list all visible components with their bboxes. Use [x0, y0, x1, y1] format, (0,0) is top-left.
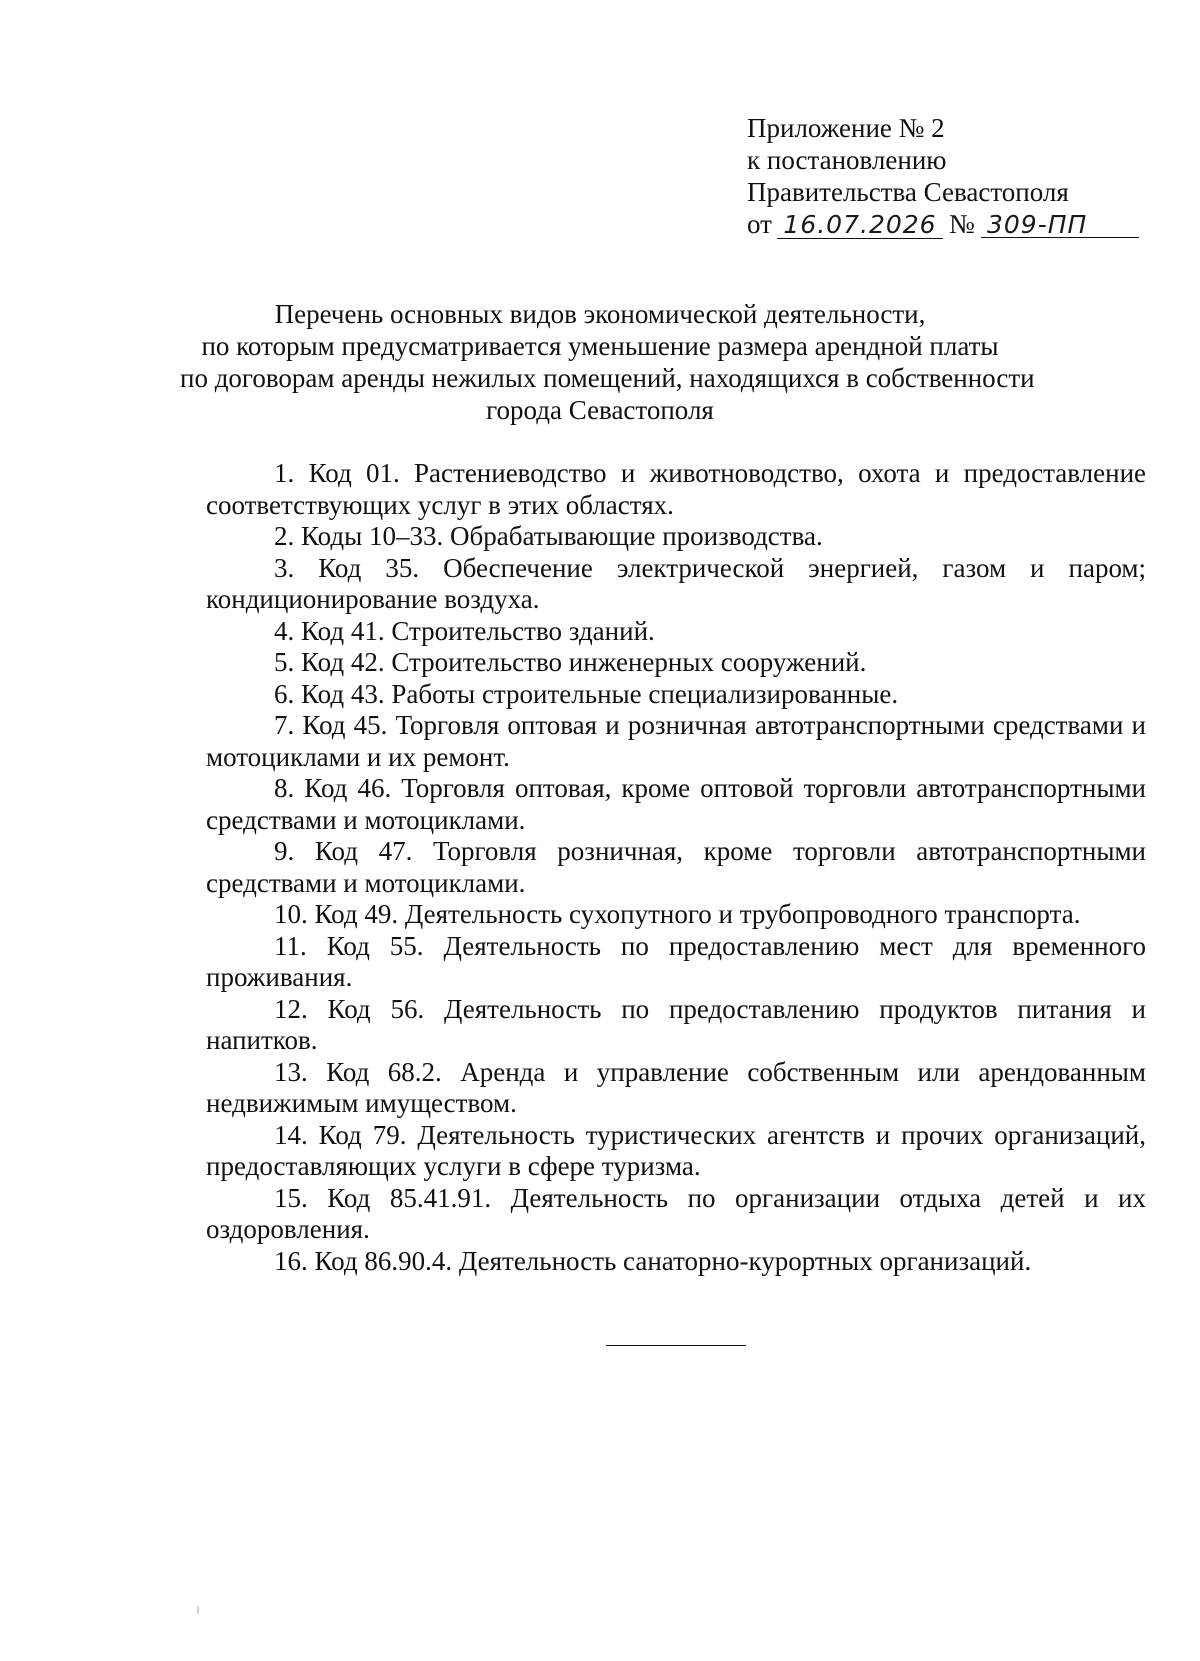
item-number: 15.	[274, 1182, 308, 1213]
document-title	[180, 298, 1035, 426]
item-number: 5.	[274, 647, 295, 677]
handwritten-date: 16.07.2026	[783, 210, 937, 239]
item-text: Код 86.90.4. Деятельность санаторно-курортных организаций.	[314, 1245, 1032, 1276]
title-line-1: Перечень основных видов экономической деятельности,	[274, 299, 926, 329]
list-item	[206, 553, 1146, 616]
list-item	[206, 1183, 1146, 1246]
item-text: Код 42. Строительство инженерных сооружений.	[301, 647, 867, 677]
item-text: Код 47. Торговля розничная, кроме торговли автотранспортными средствами и мотоциклами.	[206, 836, 1146, 898]
list-item	[206, 1246, 1146, 1278]
end-separator-line	[606, 1345, 746, 1346]
item-number: 6.	[274, 678, 295, 709]
item-text: Коды 10–33. Обрабатывающие производства.	[301, 521, 823, 551]
title-line-2: по которым предусматривается уменьшение размера арендной платы	[201, 331, 999, 361]
date-field	[777, 208, 943, 239]
number-field	[981, 208, 1139, 238]
list-item	[206, 710, 1146, 773]
item-text: Код 41. Строительство зданий.	[301, 615, 655, 646]
item-number: 11.	[274, 930, 307, 961]
item-text: Код 01. Растениеводство и животноводство, охота и предоставление соответствующих услуг в этих областях.	[206, 458, 1146, 520]
item-text: Код 45. Торговля оптовая и розничная автотранспортными средствами и мотоциклами и их ремонт.	[206, 710, 1147, 772]
list-item	[206, 647, 1146, 679]
list-item	[206, 994, 1146, 1057]
item-number: 1.	[274, 458, 295, 488]
date-prefix: от	[747, 209, 772, 239]
item-number: 9.	[274, 836, 295, 866]
item-number: 14.	[274, 1119, 308, 1150]
item-number: 4.	[274, 615, 295, 646]
scan-speck	[197, 1606, 199, 1614]
title-line-3: по договорам аренды нежилых помещений, находящихся в собственности	[180, 363, 1035, 393]
annex-line-1: Приложение № 2	[747, 113, 945, 143]
annex-line-2: к постановлению	[747, 145, 947, 175]
list-item	[206, 1120, 1146, 1183]
item-number: 8.	[274, 773, 295, 803]
item-text: Код 43. Работы строительные специализированные.	[301, 678, 899, 709]
item-number: 13.	[274, 1056, 308, 1087]
annex-date-line	[747, 208, 1147, 242]
number-label: №	[949, 209, 975, 239]
item-text: Код 49. Деятельность сухопутного и трубопроводного транспорта.	[314, 899, 1081, 929]
list-item	[206, 679, 1146, 711]
item-text: Код 79. Деятельность туристических агентств и прочих организаций, предоставляющих услуги в сфере туризма.	[206, 1119, 1147, 1181]
item-text: Код 46. Торговля оптовая, кроме оптовой торговли автотранспортными средствами и мотоциклами.	[206, 773, 1146, 835]
list-item	[206, 773, 1146, 836]
annex-header	[747, 112, 1147, 242]
list-item	[206, 458, 1146, 521]
item-text: Код 55. Деятельность по предоставлению мест для временного проживания.	[206, 930, 1146, 992]
handwritten-number: 309-ПП	[987, 210, 1088, 239]
list-item	[206, 931, 1146, 994]
item-number: 7.	[274, 710, 295, 740]
item-number: 12.	[274, 993, 308, 1024]
list-item	[206, 616, 1146, 648]
list-item	[206, 1057, 1146, 1120]
item-number: 3.	[274, 552, 295, 583]
item-number: 10.	[274, 899, 308, 929]
annex-line-3: Правительства Севастополя	[747, 177, 1069, 207]
list-item	[206, 899, 1146, 931]
title-line-4: города Севастополя	[486, 395, 714, 425]
list-item	[206, 521, 1146, 553]
item-number: 2.	[274, 521, 295, 551]
activity-list	[206, 458, 1146, 1277]
item-text: Код 85.41.91. Деятельность по организации отдыха детей и их оздоровления.	[206, 1182, 1146, 1244]
item-text: Код 56. Деятельность по предоставлению продуктов питания и напитков.	[206, 993, 1147, 1055]
item-number: 16.	[274, 1245, 308, 1276]
item-text: Код 35. Обеспечение электрической энергией, газом и паром; кондиционирование воздуха.	[206, 552, 1147, 614]
list-item	[206, 836, 1146, 899]
item-text: Код 68.2. Аренда и управление собственным или арендованным недвижимым имуществом.	[206, 1056, 1146, 1118]
